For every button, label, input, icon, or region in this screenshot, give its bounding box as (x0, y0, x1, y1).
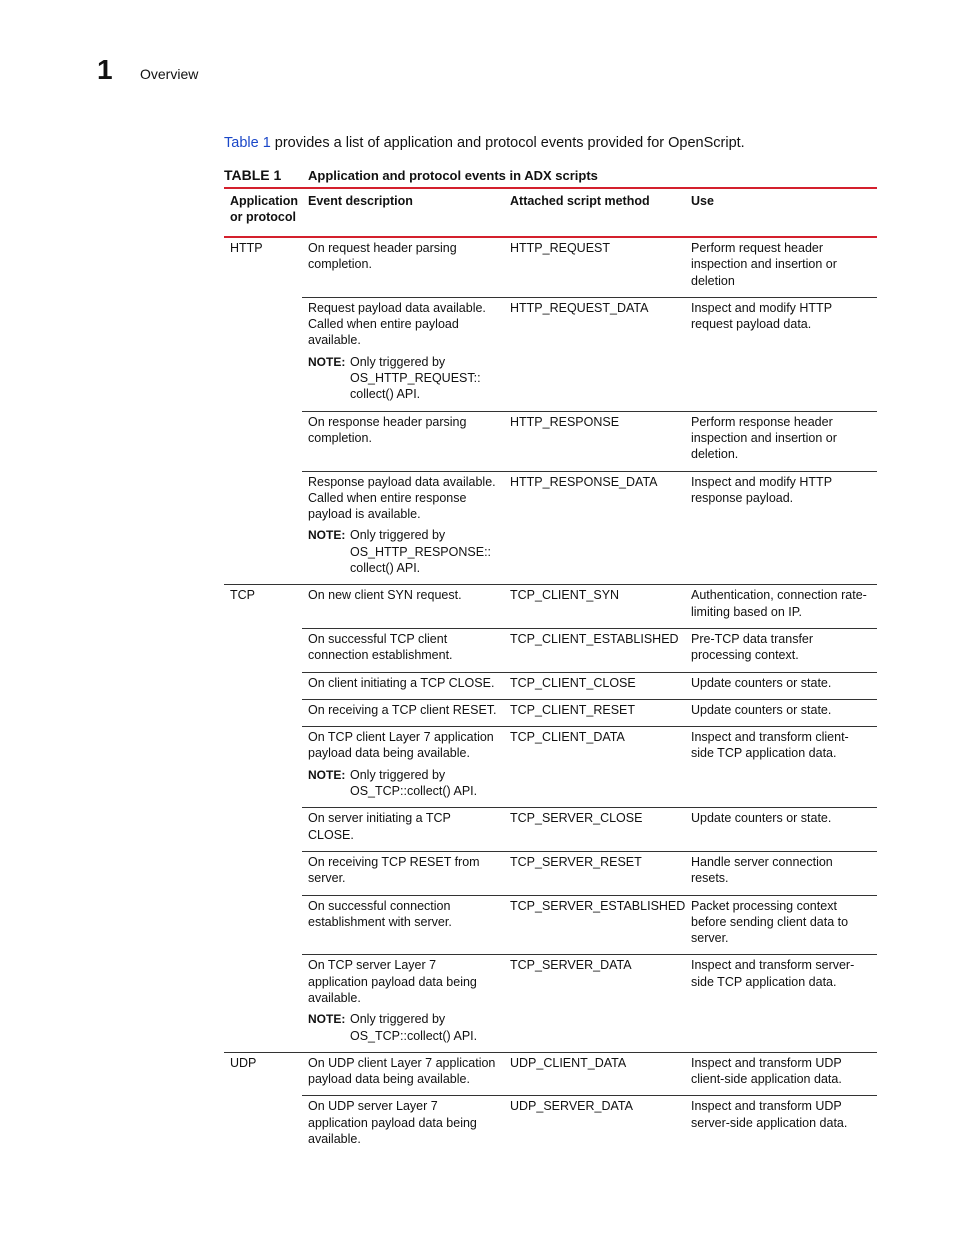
protocol-cell (224, 851, 302, 895)
event-description: On receiving TCP RESET from server. (308, 854, 480, 886)
table-row (224, 851, 877, 895)
script-method-cell: TCP_SERVER_RESET (504, 851, 685, 895)
protocol-cell: UDP (224, 1052, 302, 1096)
table-body (224, 237, 877, 1155)
protocol-cell (224, 1096, 302, 1155)
event-description: On UDP server Layer 7 application payload data being available. (308, 1099, 477, 1147)
use-cell: Update counters or state. (685, 808, 877, 852)
chapter-title: Overview (140, 66, 199, 82)
protocol-cell (224, 471, 302, 585)
event-description: On UDP client Layer 7 application payload data being available. (308, 1055, 496, 1087)
script-method-cell: TCP_SERVER_ESTABLISHED (504, 895, 685, 955)
script-method-cell: TCP_CLIENT_CLOSE (504, 672, 685, 699)
note-text: Only triggered by OS_HTTP_REQUEST:: collect() API. (350, 354, 481, 402)
event-description-cell (302, 672, 504, 699)
use-cell: Inspect and transform UDP server-side application data. (685, 1096, 877, 1155)
script-method-cell: HTTP_RESPONSE (504, 411, 685, 471)
table-row (224, 411, 877, 471)
note (308, 767, 498, 800)
script-method-cell: TCP_CLIENT_ESTABLISHED (504, 628, 685, 672)
table-title: Application and protocol events in ADX scripts (308, 168, 598, 183)
intro-paragraph (224, 135, 745, 151)
protocol-cell (224, 297, 302, 411)
use-cell: Perform response header inspection and insertion or deletion. (685, 411, 877, 471)
script-method-cell: TCP_CLIENT_RESET (504, 699, 685, 726)
event-description-cell (302, 1052, 504, 1096)
event-description: Request payload data available. Called when entire payload available. (308, 300, 486, 348)
note-label: NOTE: (308, 1012, 346, 1027)
event-description: On TCP server Layer 7 application payload data being available. (308, 958, 477, 1005)
table-row (224, 699, 877, 726)
event-description: On client initiating a TCP CLOSE. (308, 675, 495, 690)
protocol-cell (224, 955, 302, 1052)
use-cell: Pre-TCP data transfer processing context. (685, 628, 877, 672)
column-header: Attached script method (504, 188, 685, 237)
protocol-cell (224, 411, 302, 471)
note-text: Only triggered by OS_TCP::collect() API. (350, 767, 478, 799)
script-method-cell: HTTP_REQUEST (510, 241, 611, 255)
chapter-number: 1 (97, 54, 113, 85)
event-description-cell (302, 237, 504, 297)
note-text: Only triggered by OS_HTTP_RESPONSE:: collect() API. (350, 528, 492, 576)
note-label: NOTE: (308, 767, 346, 782)
note (308, 527, 498, 576)
table-row (224, 585, 877, 629)
event-description-cell (302, 1096, 504, 1155)
table-row (224, 628, 877, 672)
column-header: Use (685, 188, 877, 237)
protocol-cell (224, 628, 302, 672)
event-description-cell (302, 628, 504, 672)
protocol-cell: TCP (224, 585, 302, 629)
table-link[interactable]: Table 1 (224, 135, 271, 151)
event-description-cell (302, 297, 504, 411)
protocol-cell (224, 699, 302, 726)
script-method-cell: TCP_CLIENT_DATA (504, 727, 685, 808)
event-description: On request header parsing completion. (308, 241, 457, 272)
event-description-cell (302, 471, 504, 585)
protocol-cell (224, 672, 302, 699)
use-cell: Authentication, connection rate-limiting based on IP. (685, 585, 877, 629)
note (308, 354, 498, 403)
table-row (224, 237, 877, 297)
script-method-cell: UDP_SERVER_DATA (504, 1096, 685, 1155)
use-cell: Inspect and transform client-side TCP application data. (685, 727, 877, 808)
note-text: Only triggered by OS_TCP::collect() API. (350, 1012, 478, 1043)
table-row (224, 727, 877, 808)
use-cell: Inspect and transform UDP client-side application data. (685, 1052, 877, 1096)
script-method-cell: TCP_SERVER_DATA (504, 955, 685, 1052)
table-row (224, 672, 877, 699)
column-header: Application or protocol (224, 188, 302, 237)
table-row (224, 1052, 877, 1096)
note (308, 1011, 498, 1044)
event-description-cell (302, 411, 504, 471)
event-description: On successful TCP client connection establishment. (308, 631, 453, 663)
use-cell: Inspect and modify HTTP request payload data. (685, 297, 877, 411)
table-row (224, 808, 877, 852)
script-method-cell: TCP_CLIENT_SYN (504, 585, 685, 629)
table-row (224, 297, 877, 411)
protocol-cell (224, 727, 302, 808)
event-description: On receiving a TCP client RESET. (308, 702, 497, 717)
event-description: Response payload data available. Called when entire response payload is available. (308, 474, 496, 522)
use-cell: Update counters or state. (685, 672, 877, 699)
note-label: NOTE: (308, 528, 346, 543)
use-cell: Inspect and modify HTTP response payload. (685, 471, 877, 585)
event-description-cell (302, 895, 504, 955)
table-label: TABLE 1 (224, 167, 282, 183)
event-description-cell (302, 808, 504, 852)
table-row (224, 471, 877, 585)
table-row (224, 1096, 877, 1155)
event-description: On successful connection establishment with server. (308, 898, 452, 929)
note-label: NOTE: (308, 354, 346, 369)
column-header: Event description (302, 188, 504, 237)
use-cell: Handle server connection resets. (685, 851, 877, 895)
script-method-cell: HTTP_REQUEST_DATA (504, 297, 685, 411)
event-description-cell (302, 851, 504, 895)
event-description-cell (302, 955, 504, 1052)
table-row (224, 955, 877, 1052)
table-row (224, 895, 877, 955)
script-method-cell: UDP_CLIENT_DATA (504, 1052, 685, 1096)
event-description: On server initiating a TCP CLOSE. (308, 811, 451, 842)
table-caption (224, 167, 877, 183)
event-description-cell (302, 727, 504, 808)
protocol-cell (224, 895, 302, 955)
table-header (224, 188, 877, 237)
use-cell: Packet processing context before sending client data to server. (685, 895, 877, 955)
intro-text: provides a list of application and protocol events provided for OpenScript. (270, 135, 745, 151)
protocol-cell: HTTP (230, 241, 263, 255)
events-table-wrapper (224, 187, 877, 1155)
event-description-cell (302, 699, 504, 726)
script-method-cell: HTTP_RESPONSE_DATA (504, 471, 685, 585)
protocol-cell (224, 808, 302, 852)
event-description: On TCP client Layer 7 application payload data being available. (308, 730, 494, 761)
use-cell: Inspect and transform server-side TCP application data. (685, 955, 877, 1052)
event-description: On new client SYN request. (308, 588, 462, 603)
use-cell: Update counters or state. (685, 699, 877, 726)
event-description-cell (302, 585, 504, 629)
use-cell: Perform request header inspection and insertion or deletion (691, 241, 837, 288)
events-table (224, 187, 877, 1155)
script-method-cell: TCP_SERVER_CLOSE (504, 808, 685, 852)
event-description: On response header parsing completion. (308, 414, 467, 445)
